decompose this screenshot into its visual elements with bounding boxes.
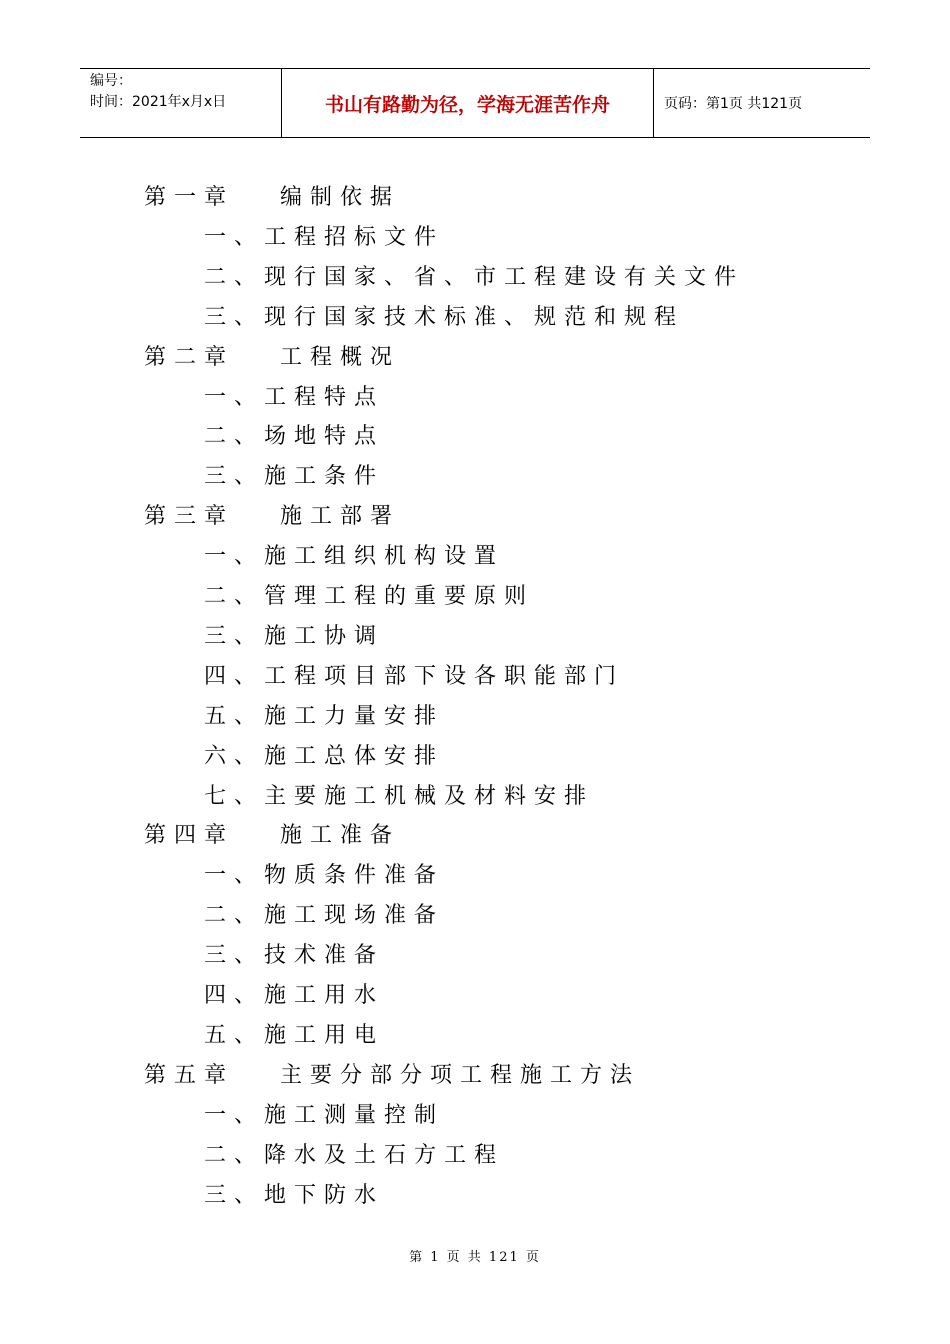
toc-item: 五、施工用电 <box>204 1022 385 1048</box>
page-footer: 第 1 页 共 121 页 <box>409 1250 541 1265</box>
toc-item: 一、施工测量控制 <box>204 1102 445 1128</box>
toc-item: 三、现行国家技术标准、规范和规程 <box>204 304 685 330</box>
document-number-label: 编号： <box>90 73 132 89</box>
toc-item: 二、现行国家、省、市工程建设有关文件 <box>204 264 745 290</box>
toc-item: 三、施工协调 <box>204 623 385 649</box>
toc-chapter <box>0 178 950 218</box>
toc-item: 二、降水及土石方工程 <box>204 1142 505 1168</box>
chapter-label: 第三章 <box>144 504 235 530</box>
toc-item: 三、施工条件 <box>204 464 385 490</box>
toc-item: 二、场地特点 <box>204 424 385 450</box>
toc-item: 六、施工总体安排 <box>204 743 445 769</box>
chapter-title: 施工部署 <box>280 504 401 530</box>
header-page-info: 页码：第1页 共121页 <box>664 96 803 112</box>
toc-item: 一、物质条件准备 <box>204 863 445 889</box>
chapter-title: 编制依据 <box>280 185 401 210</box>
toc-chapter <box>0 1056 950 1096</box>
toc-item: 五、施工力量安排 <box>204 703 445 729</box>
chapter-label: 第四章 <box>144 823 235 849</box>
header-meta <box>80 69 282 137</box>
toc-item: 四、施工用水 <box>204 983 385 1008</box>
toc-chapter <box>0 497 950 537</box>
chapter-title: 主要分部分项工程施工方法 <box>280 1062 641 1088</box>
toc-item: 二、施工现场准备 <box>204 903 445 929</box>
chapter-label: 第二章 <box>144 344 235 370</box>
chapter-title: 施工准备 <box>280 823 401 849</box>
document-header <box>80 68 870 138</box>
header-motto: 书山有路勤为径，学海无涯苦作舟 <box>282 69 654 137</box>
chapter-label: 第五章 <box>144 1062 235 1088</box>
toc-item: 四、工程项目部下设各职能部门 <box>204 663 625 689</box>
toc-item: 一、工程特点 <box>204 384 385 410</box>
chapter-label: 第一章 <box>144 185 235 210</box>
document-date: 时间：2021年x月x日 <box>90 94 227 110</box>
chapter-title: 工程概况 <box>280 344 401 370</box>
toc-item: 一、施工组织机构设置 <box>204 544 505 570</box>
toc-chapter <box>0 338 950 378</box>
toc-item: 七、主要施工机械及材料安排 <box>204 783 595 809</box>
toc-item: 一、工程招标文件 <box>204 224 445 250</box>
toc-item: 二、管理工程的重要原则 <box>204 584 535 609</box>
toc-chapter <box>0 816 950 856</box>
toc-item: 三、技术准备 <box>204 943 385 969</box>
toc-item: 三、地下防水 <box>204 1182 385 1208</box>
